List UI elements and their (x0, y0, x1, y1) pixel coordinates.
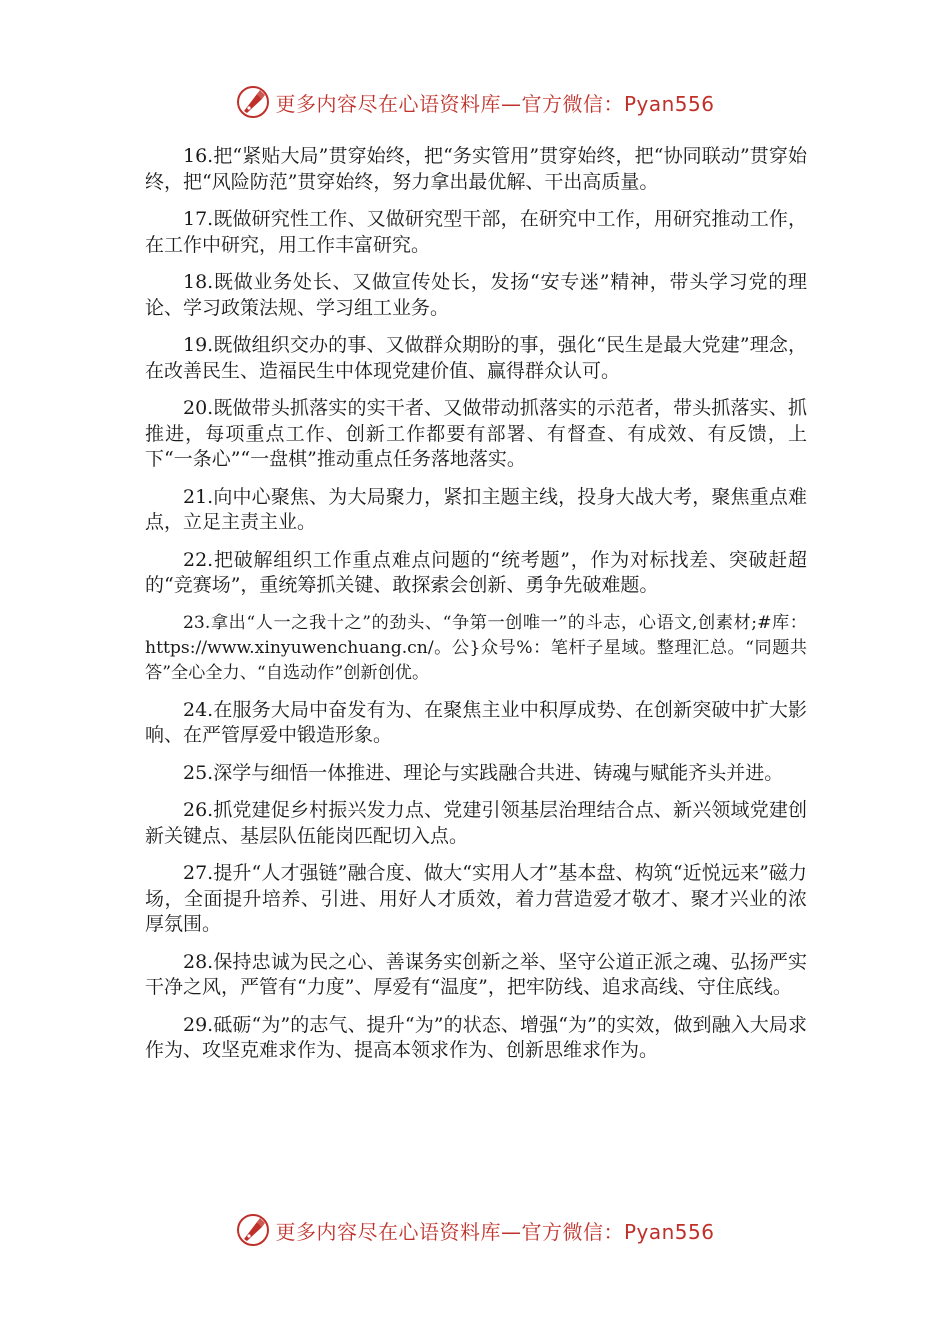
paragraph-25: 25.深学与细悟一体推进、理论与实践融合共进、铸魂与赋能齐头并进。 (183, 761, 784, 784)
header-banner-text: 更多内容尽在心语资料库—官方微信：Pyan556 (275, 91, 715, 116)
document-body (145, 144, 807, 1076)
paragraph-22: 22.把破解组织工作重点难点问题的“统考题”，作为对标找差、突破赶超的“竞赛场”，重统筹抓关键、敢探索会创新、勇争先破难题。 (145, 548, 807, 596)
paragraph-28: 28.保持忠诚为民之心、善谋务实创新之举、坚守公道正派之魂、弘扬严实干净之风，严管有“力度”、厚爱有“温度”，把牢防线、追求高线、守住底线。 (145, 950, 807, 998)
footer-banner (0, 1210, 950, 1250)
paragraph-17: 17.既做研究性工作、又做研究型干部，在研究中工作，用研究推动工作，在工作中研究，用工作丰富研究。 (145, 208, 807, 256)
paragraph-21: 21.向中心聚焦、为大局聚力，紧扣主题主线，投身大战大考，聚焦重点难点，立足主责主业。 (145, 485, 807, 533)
paragraph-23: 23.拿出“人一之我十之”的劲头、“争第一创唯一”的斗志，心语文,创素材;#库：https://www.xinyuwenchuang.cn/。公}众号%：笔杆子星域。整理汇总。“同题共答”全心全力、“自选动作”创新创优。 (145, 612, 807, 683)
paragraph-19: 19.既做组织交办的事、又做群众期盼的事，强化“民生是最大党建”理念，在改善民生、造福民生中体现党建价值、赢得群众认可。 (145, 334, 807, 382)
paragraph-24: 24.在服务大局中奋发有为、在聚焦主业中积厚成势、在创新突破中扩大影响、在严管厚爱中锻造形象。 (145, 698, 807, 746)
paragraph-16: 16.把“紧贴大局”贯穿始终，把“务实管用”贯穿始终，把“协同联动”贯穿始终，把“风险防范”贯穿始终，努力拿出最优解、干出高质量。 (145, 145, 807, 193)
paragraph-29: 29.砥砺“为”的志气、提升“为”的状态、增强“为”的实效，做到融入大局求作为、攻坚克难求作为、提高本领求作为、创新思维求作为。 (145, 1013, 807, 1061)
footer-banner-text: 更多内容尽在心语资料库—官方微信：Pyan556 (275, 1219, 715, 1244)
pen-nib-logo-icon (235, 1212, 271, 1248)
paragraph-18: 18.既做业务处长、又做宣传处长，发扬“安专迷”精神，带头学习党的理论、学习政策法规、学习组工业务。 (145, 271, 807, 319)
header-banner (0, 82, 950, 122)
paragraph-20: 20.既做带头抓落实的实干者、又做带动抓落实的示范者，带头抓落实、抓推进，每项重点工作、创新工作都要有部署、有督查、有成效、有反馈，上下“一条心”“一盘棋”推动重点任务落地落实。 (145, 397, 807, 470)
pen-nib-logo-icon (235, 84, 271, 120)
paragraph-26: 26.抓党建促乡村振兴发力点、党建引领基层治理结合点、新兴领域党建创新关键点、基层队伍能岗匹配切入点。 (145, 799, 807, 847)
paragraph-27: 27.提升“人才强链”融合度、做大“实用人才”基本盘、构筑“近悦远来”磁力场，全面提升培养、引进、用好人才质效，着力营造爱才敬才、聚才兴业的浓厚氛围。 (145, 862, 807, 935)
